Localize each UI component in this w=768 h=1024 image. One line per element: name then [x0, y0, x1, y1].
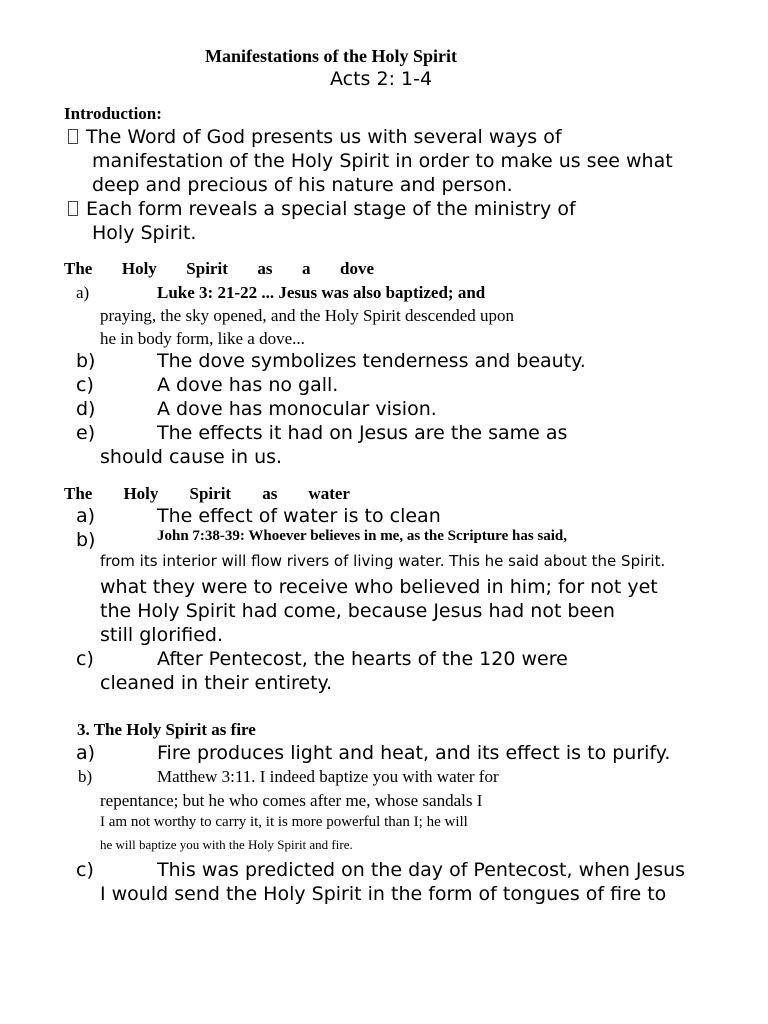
- dove-e-line-1: The effects it had on Jesus are the same as: [157, 422, 568, 444]
- intro-bullet-1-line-3: deep and precious of his nature and person.: [92, 174, 513, 196]
- fire-c-line-2: I would send the Holy Spirit in the form of tongues of fire to: [100, 883, 667, 905]
- heading-word: The: [64, 484, 93, 503]
- dove-c-text: A dove has no gall.: [157, 374, 339, 396]
- heading-word: a: [301, 259, 311, 278]
- dove-b-marker: b): [76, 350, 96, 372]
- water-c-line-1: After Pentecost, the hearts of the 120 were: [157, 648, 568, 670]
- fire-b-line-3: I am not worthy to carry it, it is more powerful than I; he will: [100, 814, 468, 830]
- heading-word: dove: [339, 259, 374, 278]
- water-b-line-4: the Holy Spirit had come, because Jesus had not been: [100, 600, 615, 622]
- heading-word: water: [308, 484, 350, 503]
- intro-bullet-2-line-2: Holy Spirit.: [92, 222, 197, 244]
- heading-word: as: [262, 484, 278, 503]
- heading-word: Spirit: [189, 484, 232, 503]
- scripture-reference: Acts 2: 1-4: [330, 68, 433, 90]
- dove-e-line-2: should cause in us.: [100, 446, 283, 468]
- dove-c-marker: c): [76, 374, 94, 396]
- heading-word: Holy: [121, 259, 157, 278]
- dove-a-marker: a): [76, 283, 90, 302]
- water-b-line-2: from its interior will flow rivers of living water. This he said about the Spirit.: [100, 552, 666, 570]
- water-b-ref: John 7:38-39: Whoever believes in me, as the Scripture has said,: [157, 528, 568, 544]
- bullet-box-icon: [68, 129, 78, 144]
- dove-e-marker: e): [76, 422, 96, 444]
- bullet-box-icon: [68, 201, 78, 216]
- fire-b-line-2: repentance; but he who comes after me, whose sandals I: [100, 791, 483, 810]
- heading-word: Holy: [123, 484, 159, 503]
- water-b-line-3: what they were to receive who believed in him; for not yet: [100, 576, 658, 598]
- intro-bullet-1-line-2: manifestation of the Holy Spirit in order to make us see what: [92, 150, 673, 172]
- dove-a-line-2: praying, the sky opened, and the Holy Spirit descended upon: [100, 306, 515, 325]
- heading-word: The: [64, 259, 93, 278]
- intro-bullet-1: [68, 128, 562, 147]
- dove-d-text: A dove has monocular vision.: [157, 398, 437, 420]
- water-b-marker: b): [76, 529, 96, 551]
- section-dove-heading: [64, 260, 374, 277]
- intro-bullet-2-line-1: Each form reveals a special stage of the ministry of: [86, 198, 576, 220]
- fire-a-marker: a): [76, 742, 96, 764]
- dove-d-marker: d): [76, 398, 96, 420]
- fire-b-line-4: he will baptize you with the Holy Spirit and fire.: [100, 837, 353, 852]
- water-c-line-2: cleaned in their entirety.: [100, 672, 333, 694]
- fire-c-line-1: This was predicted on the day of Pentecost, when Jesus: [157, 859, 686, 881]
- dove-b-text: The dove symbolizes tenderness and beauty.: [157, 350, 586, 372]
- water-c-marker: c): [76, 648, 94, 670]
- section-water-heading: [64, 485, 350, 502]
- water-a-marker: a): [76, 505, 96, 527]
- intro-heading: Introduction:: [64, 104, 162, 123]
- document-title: Manifestations of the Holy Spirit: [205, 46, 457, 66]
- fire-a-text: Fire produces light and heat, and its effect is to purify.: [157, 742, 671, 764]
- fire-b-line-1: Matthew 3:11. I indeed baptize you with water for: [157, 767, 499, 786]
- intro-bullet-1-line-1: The Word of God presents us with several ways of: [86, 126, 562, 148]
- water-b-line-5: still glorified.: [100, 624, 224, 646]
- water-a-text: The effect of water is to clean: [157, 505, 441, 527]
- section-fire-heading: 3. The Holy Spirit as fire: [77, 720, 256, 739]
- fire-b-marker: b): [78, 767, 93, 786]
- intro-bullet-2: [68, 200, 576, 219]
- dove-a-line-3: he in body form, like a dove...: [100, 329, 305, 348]
- dove-a-line-1: Luke 3: 21-22 ... Jesus was also baptized; and: [157, 283, 486, 302]
- heading-word: as: [257, 259, 273, 278]
- heading-word: Spirit: [186, 259, 228, 278]
- fire-c-marker: c): [76, 859, 94, 881]
